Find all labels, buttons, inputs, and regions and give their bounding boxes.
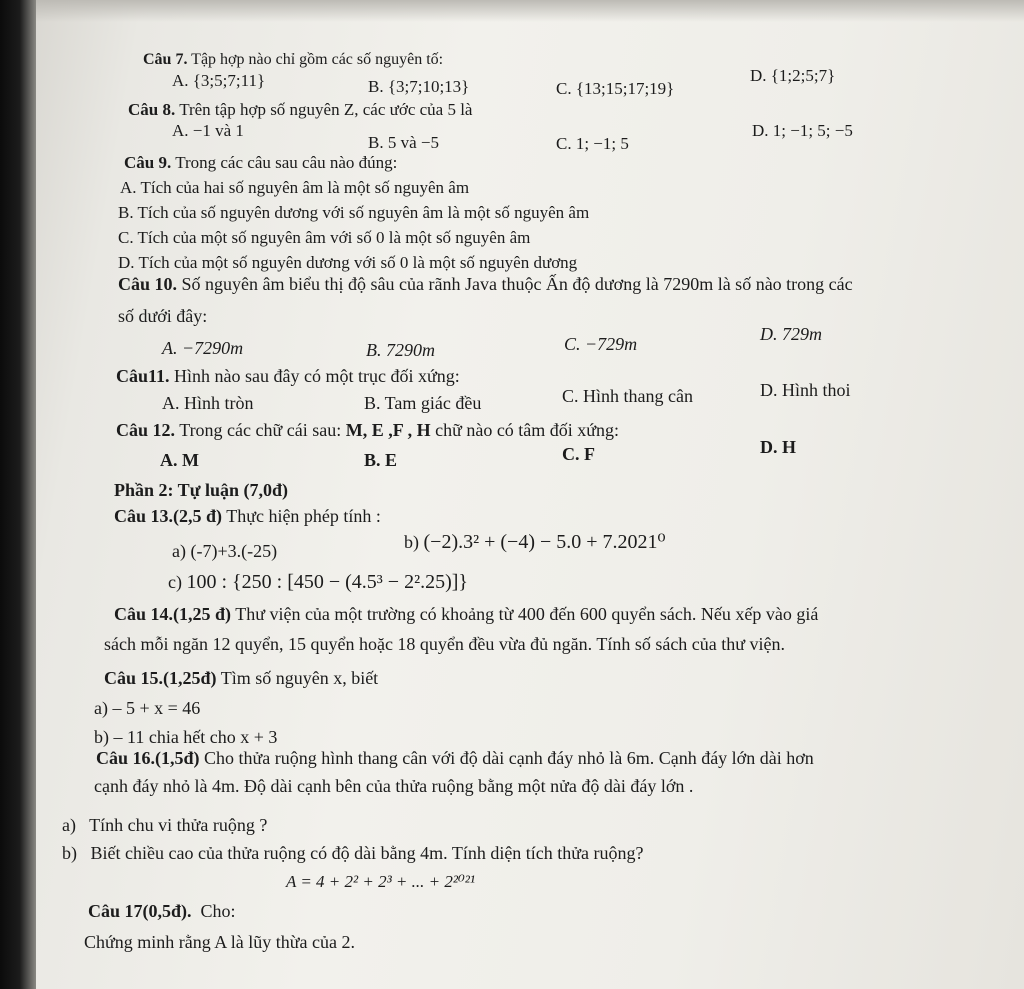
q8-option-b: B. 5 và −5 [368,133,439,152]
q11-option-c: C. Hình thang cân [562,386,693,406]
q7-option-a: A. {3;5;7;11} [172,71,266,90]
q11-option-b: B. Tam giác đều [364,393,482,413]
q13-title: Câu 13.(2,5 đ) [114,506,223,526]
q11-stem: Hình nào sau đây có một trục đối xứng: [174,366,460,386]
q15-a: a) – 5 + x = 46 [94,698,201,718]
q16-b [62,843,644,863]
q12-option-c: C. F [562,444,595,464]
q15-title: Câu 15.(1,25đ) [104,668,217,688]
q13-c-label: c) [168,572,182,592]
q16-a-text: Tính chu vi thửa ruộng ? [89,815,268,835]
q7-title: Câu 7. [143,51,188,68]
q7-stem: Tập hợp nào chỉ gồm các số nguyên tố: [191,51,444,68]
q10-option-a: A. −7290m [162,338,244,358]
q17-line2: Chứng minh rằng A là lũy thừa của 2. [84,932,355,952]
q14-line2: sách mỗi ngăn 12 quyển, 15 quyển hoặc 18 quyển đều vừa đủ ngăn. Tính số sách của thư viện. [104,634,786,654]
q13-stem: Thực hiện phép tính : [226,506,381,526]
q9-title: Câu 9. [124,153,172,172]
q9-header [124,153,397,173]
q12-title: Câu 12. [116,420,176,440]
q13-c-expr: 100 : {250 : [450 − (4.5³ − 2².25)]} [186,571,468,593]
q16-b-label: b) [62,843,77,863]
q12-option-a: A. M [160,450,199,470]
q16-a [62,815,267,835]
q15-b: b) – 11 chia hết cho x + 3 [94,727,278,747]
q13-header [114,506,381,526]
q13-a-expr: (-7)+3.(-25) [190,541,278,561]
q8-header [128,100,472,120]
q7-option-d: D. {1;2;5;7} [750,66,836,85]
q9-option-c: C. Tích của một số nguyên âm với số 0 là một số nguyên âm [118,228,531,247]
q13-b [404,532,666,552]
q16-line1 [96,748,814,768]
q12-option-d: D. H [760,437,796,457]
q11-option-a: A. Hình tròn [162,393,254,413]
q10-option-c: C. −729m [564,334,638,354]
q15-stem: Tìm số nguyên x, biết [220,668,379,688]
q13-b-expr: (−2).3² + (−4) − 5.0 + 7.2021⁰ [423,531,666,553]
q13-b-label: b) [404,532,419,552]
q14-text1: Thư viện của một trường có khoảng từ 400 đến 600 quyển sách. Nếu xếp vào giá [235,604,819,624]
q7-header [143,50,443,70]
q9-option-b: B. Tích của số nguyên dương với số nguyên âm là một số nguyên âm [118,203,590,222]
top-shadow [0,0,1024,22]
q11-header [116,366,460,386]
q14-line1 [114,604,818,624]
q8-option-d: D. 1; −1; 5; −5 [752,121,853,140]
q10-option-d: D. 729m [760,324,822,344]
q10-line1 [118,274,853,294]
q16-line2: cạnh đáy nhỏ là 4m. Độ dài cạnh bên của thửa ruộng bằng một nửa độ dài đáy lớn . [94,776,694,796]
q8-stem: Trên tập hợp số nguyên Z, các ước của 5 là [179,100,473,119]
q17-header [88,901,236,921]
q11-option-d: D. Hình thoi [760,380,851,400]
q9-option-a: A. Tích của hai số nguyên âm là một số nguyên âm [120,178,470,197]
q8-option-c: C. 1; −1; 5 [556,134,629,153]
q11-title: Câu11. [116,366,170,386]
q9-option-d: D. Tích của một số nguyên dương với số 0 là một số nguyên dương [118,253,578,272]
q17-title: Câu 17(0,5đ). [88,901,192,921]
part2-heading: Phần 2: Tự luận (7,0đ) [114,480,289,500]
q12-stem: Trong các chữ cái sau: [179,420,342,440]
dark-left-edge [0,0,36,989]
q10-stem1: Số nguyên âm biểu thị độ sâu của rãnh Java thuộc Ấn độ dương là 7290m là số nào trong các [181,274,853,294]
q14-title: Câu 14.(1,25 đ) [114,604,232,624]
q8-title: Câu 8. [128,100,176,119]
q12-letters: M, E ,F , H [345,420,431,440]
q15-header [104,668,378,688]
q16-title: Câu 16.(1,5đ) [96,748,200,768]
q8-option-a: A. −1 và 1 [172,121,244,140]
q12-stem-end: chữ nào có tâm đối xứng: [435,420,620,440]
q13-c [168,572,468,592]
q17-stem: Cho: [200,901,236,921]
q16-text1: Cho thửa ruộng hình thang cân với độ dài cạnh đáy nhỏ là 6m. Cạnh đáy lớn dài hơn [204,748,814,768]
q7-option-c: C. {13;15;17;19} [556,79,675,98]
q12-option-b: B. E [364,450,398,470]
q7-option-b: B. {3;7;10;13} [368,77,470,96]
q10-stem2: số dưới đây: [118,306,208,326]
q16-a-label: a) [62,815,76,835]
q12-header [116,420,619,440]
q10-option-b: B. 7290m [366,340,435,360]
q13-a-label: a) [172,541,186,561]
q10-title: Câu 10. [118,274,178,294]
q13-a [172,541,277,561]
q9-stem: Trong các câu sau câu nào đúng: [175,153,398,172]
q16-b-text: Biết chiều cao của thửa ruộng có độ dài bằng 4m. Tính diện tích thửa ruộng? [90,843,644,863]
q17-formula: A = 4 + 2² + 2³ + ... + 2²⁰²¹ [286,872,475,891]
